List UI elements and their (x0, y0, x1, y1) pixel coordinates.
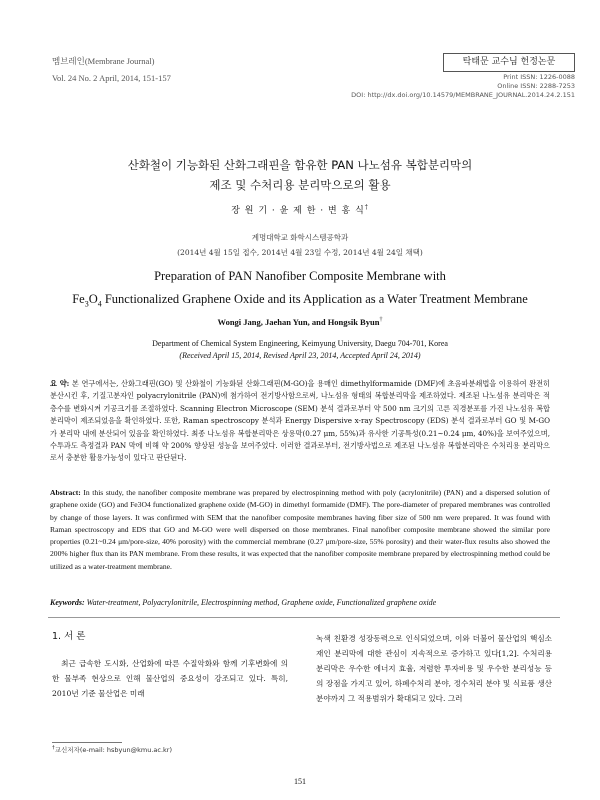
english-title-o: O (88, 292, 98, 306)
korean-affiliation: 계명대학교 화학시스템공학과 (251, 233, 349, 242)
korean-abstract-text: 본 연구에서는, 산화그래핀(GO) 및 산화철이 기능화된 산화그래핀(M-GO)을 용매인 dimethylformamide (DMF)에 초음파분쇄법을 이용하여 완전히 분산시킨 후, 기질고분자인 polyacrylonitrile (PAN)에 첨가하여 전기방사함으로써, 나노섬유 형태의 복합분리막을 제조하였다. 제조된 나노섬유 분리막은 적층수를 변화시켜 기공크기를 조절하였다. Scanning Electron Microscope (SEM) 분석 결과로부터 약 500 nm 크기의 고른 직경분포를 가진 나노섬유 복합분리막이 제조되었음을 확인하였다. 또한, Raman spectroscopy 분석과 Energy Dispersive x-ray Spectroscopy (EDS) 분석 결과로부터 GO 및 M-GO가 분리막 내에 분산되어 있음을 확인하였다. 최종 나노섬유 복합분리막은 상용막(0.27 μm, 55%)과 유사한 기공특성(0.21~0.24 μm, 40%)을 보여주었으며, 수투과도 측정결과 PAN 막에 비해 약 200% 향상된 성능을 보여주었다. 이러한 결과로부터, 전기방사법으로 제조된 나노섬유 복합분리막은 수처리용 분리막으로서 충분한 활용가능성이 있다고 판단된다. (50, 379, 550, 463)
keywords-label: Keywords: (50, 598, 85, 607)
body-left-column (52, 656, 288, 701)
korean-author-mark: † (364, 204, 369, 211)
english-abstract (50, 487, 550, 573)
korean-dates: (2014년 4월 15일 접수, 2014년 4월 23일 수정, 2014년 4월 24일 채택) (177, 248, 423, 257)
doi-link[interactable]: DOI: http://dx.doi.org/10.14579/MEMBRANE_JOURNAL.2014.24.2.151 (351, 91, 575, 99)
english-title-rest: Functionalized Graphene Oxide and its Application as a Water Treatment Membrane (101, 292, 528, 306)
english-author-names: Wongi Jang, Jaehan Yun, and Hongsik Byun (217, 317, 380, 327)
journal-name: 멤브레인(Membrane Journal) (52, 56, 155, 66)
body-left-paragraph: 최근 급속한 도시화, 산업화에 따른 수질악화와 함께 기후변화에 의한 물부족 현상으로 인해 물산업의 중요성이 강조되고 있다. 특히, 2010년 기준 물산업은 미래 (52, 659, 288, 698)
body-right-paragraph: 녹색 친환경 성장동력으로 인식되었으며, 이와 더불어 물산업의 핵심소재인 분리막에 대한 관심이 지속적으로 증가하고 있다[1,2]. 수처리용 분리막은 우수한 에너지 효율, 저렴한 투자비용 및 우수한 분리성능 등의 장점을 가지고 있어, 하폐수처리 분야, 정수처리 분야 및 식료품 생산 분야까지 그 적용범위가 확대되고 있다. 그러 (316, 634, 552, 703)
english-title (0, 265, 600, 316)
english-affiliation: Department of Chemical System Engineering, Keimyung University, Daegu 704-701, Korea (152, 339, 448, 348)
section-divider (48, 617, 560, 618)
dedication-badge: 탁태문 교수님 헌정논문 (443, 53, 575, 72)
english-affiliation-block (0, 338, 600, 362)
english-title-sub3: 3 (84, 299, 89, 309)
issn-doi-block (351, 73, 575, 100)
korean-author-names: 장 원 기 · 윤 제 한 · 변 홍 식 (231, 206, 365, 216)
korean-authors (0, 203, 600, 216)
korean-title-line1: 산화철이 기능화된 산화그래핀을 함유한 PAN 나노섬유 복합분리막의 (127, 158, 473, 172)
english-dates: (Received April 15, 2014, Revised April 23, 2014, Accepted April 24, 2014) (179, 351, 421, 360)
english-title-sub4: 4 (97, 299, 102, 309)
print-issn: Print ISSN: 1226-0088 (503, 73, 575, 81)
footnote-text: 교신저자(e-mail: hsbyun@kmu.ac.kr) (54, 746, 172, 755)
korean-title-line2: 제조 및 수처리용 분리막으로의 활용 (209, 178, 391, 192)
page-number: 151 (294, 777, 306, 786)
footnote-rule (52, 742, 122, 743)
korean-title (0, 155, 600, 195)
english-title-line1: Preparation of PAN Nanofiber Composite Membrane with (154, 269, 446, 283)
english-authors (0, 317, 600, 327)
footnote-mark: † (52, 745, 55, 751)
english-abstract-label: Abstract: (50, 488, 81, 497)
footnote (52, 745, 172, 754)
keywords (50, 598, 560, 607)
online-issn: Online ISSN: 2288-7253 (497, 82, 575, 90)
english-abstract-text: In this study, the nanofiber composite membrane was prepared by electrospinning method with poly (acrylonitrile) (PAN) and a dispersed solution of graphene oxide (GO) and Fe3O4 functionalized graphene oxide (M-GO) in dimethyl formamide (DMF). The pore-diameter of prepared membranes was controlled by change of those layers. It was confirmed with SEM that the nanofiber composite membranes having fiber size of 500 nm were prepared. It was found with Raman spectroscopy and EDS that GO and M-GO were well dispersed on those membranes. Final nanofiber composite membrane showed the similar pore properties (0.21~0.24 μm/pore-size, 40% porosity) with the commercial membrane (0.27 μm/pore-size, 55% porosity) and their water-flux results also showed the 200% higher flux than its PAN membrane. From these results, it was expected that the nanofiber composite membrane prepared by electrospinning method could be utilized as a water-treatment membrane. (50, 488, 550, 571)
korean-abstract (50, 378, 550, 465)
journal-volume: Vol. 24 No. 2 April, 2014, 151-157 (52, 73, 171, 83)
english-title-fe: Fe (72, 292, 85, 306)
journal-info (52, 53, 171, 87)
korean-abstract-label: 요 약: (50, 379, 70, 388)
english-title-line2 (0, 288, 600, 316)
korean-affiliation-block (0, 232, 600, 259)
body-right-column (316, 631, 552, 706)
section-heading: 1. 서 론 (52, 631, 86, 642)
english-author-mark: † (379, 317, 383, 324)
keywords-text: Water-treatment, Polyacrylonitrile, Electrospinning method, Graphene oxide, Functionalized graphene oxide (84, 598, 437, 607)
